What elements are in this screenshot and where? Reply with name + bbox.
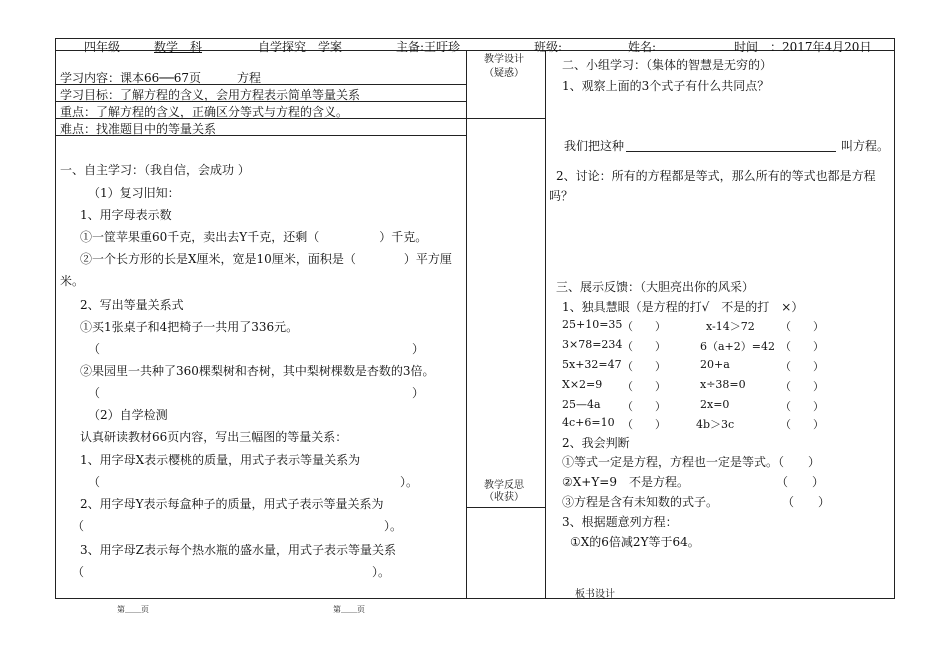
- question-2b: ②果园里一共种了360棵梨树和杏树，其中梨树棵数是杏数的3倍。: [80, 364, 435, 378]
- question-2: 2、写出等量关系式: [80, 298, 184, 312]
- judge-box[interactable]: （ ）: [622, 360, 666, 373]
- header-title: 自学探究 学案: [258, 40, 343, 54]
- question-1b: ②一个长方形的长是X厘米，宽是10厘米，面积是（ ）平方厘: [80, 252, 452, 266]
- judge-box[interactable]: （ ）: [780, 400, 824, 413]
- header-name: 姓名:: [628, 40, 657, 54]
- reflect-title: 教学反思: [484, 480, 524, 491]
- judge-expr: 4c+6=10: [562, 416, 615, 429]
- difficulty: 难点：找准题目中的等量关系: [60, 122, 217, 136]
- equation-def-b: 叫方程。: [841, 139, 890, 153]
- question-1: 1、用字母表示数: [80, 208, 172, 222]
- true-false-1: ①等式一定是方程，方程也一定是等式。（ ）: [562, 455, 821, 469]
- section-2-heading: 二、小组学习：（集体的智慧是无穷的）: [562, 58, 773, 72]
- judge-box[interactable]: （ ）: [622, 380, 666, 393]
- check-3: 3、用字母Z表示每个热水瓶的盛水量，用式子表示等量关系: [80, 543, 396, 557]
- design-subtitle: （疑惑）: [484, 68, 524, 79]
- check-2: 2、用字母Y表示每盒种子的质量，用式子表示等量关系为: [80, 497, 384, 511]
- equation-def-blank[interactable]: [626, 151, 836, 152]
- col-divider-1: [466, 50, 467, 599]
- group-q2: 2、讨论：所有的方程都是等式，那么所有的等式也都是方程: [556, 169, 876, 183]
- judge-box[interactable]: （ ）: [780, 360, 824, 373]
- header-class: 班级:: [534, 40, 563, 54]
- design-title: 教学设计: [484, 54, 524, 65]
- judge-box[interactable]: （ ）: [622, 320, 666, 333]
- col-divider-2: [545, 50, 546, 599]
- group-q1: 1、观察上面的3个式子有什么共同点？: [562, 79, 770, 93]
- equation-def-a: 我们把这种: [564, 139, 625, 153]
- read-instruction: 认真研读教材66页内容，写出三幅图的等量关系：: [80, 430, 348, 444]
- section-1-heading: 一、自主学习：（我自信，会成功 ）: [60, 163, 250, 177]
- study-content: 学习内容：课本66──67页 方程: [60, 71, 261, 85]
- judge-expr: 2x=0: [700, 398, 730, 411]
- header-subject: 数学 科: [154, 40, 203, 54]
- header-grade: 四年级: [84, 40, 121, 54]
- question-1b-tail: 米。: [60, 274, 85, 288]
- judge-expr: 25—4a: [562, 398, 601, 411]
- mid-line-reflect: [466, 507, 545, 508]
- question-2a: ①买1张桌子和4把椅子一共用了336元。: [80, 320, 299, 334]
- question-1a: ①一筐苹果重60千克，卖出去Y千克，还剩（ ）千克。: [80, 230, 428, 244]
- check-2-blank[interactable]: （ ）。: [72, 519, 403, 533]
- review-heading: （1）复习旧知：: [88, 186, 180, 200]
- page-number-right: 第＿＿页: [333, 605, 365, 614]
- study-goal: 学习目标：了解方程的含义，会用方程表示简单等量关系: [60, 88, 361, 102]
- judge-expr: 3×78=234: [562, 338, 623, 351]
- judge-box[interactable]: （ ）: [622, 400, 666, 413]
- judge-box[interactable]: （ ）: [780, 340, 824, 353]
- judge-expr: 6（a+2）=42: [700, 340, 775, 353]
- judge-expr: x-14＞72: [706, 320, 755, 333]
- judge-expr: X×2=9: [562, 378, 603, 391]
- equation-heading: 3、根据题意列方程：: [562, 515, 678, 529]
- board-design: 板书设计: [575, 589, 615, 600]
- header-lead: 主备:王吁珍: [396, 40, 461, 54]
- judge-expr: x÷38=0: [700, 378, 746, 391]
- section-3-heading: 三、展示反馈：（大胆亮出你的风采）: [556, 280, 755, 294]
- equation-q1: ①X的6倍减2Y等于64。: [570, 535, 700, 549]
- judge-expr: 20+a: [700, 358, 730, 371]
- true-false-2-box[interactable]: （ ）: [776, 475, 825, 489]
- check-1: 1、用字母X表示樱桃的质量，用式子表示等量关系为: [80, 453, 361, 467]
- self-check-heading: （2）自学检测: [88, 408, 168, 422]
- judge-2-heading: 2、我会判断: [562, 436, 630, 450]
- judge-box[interactable]: （ ）: [622, 418, 666, 431]
- judge-expr: 25+10=35: [562, 318, 623, 331]
- check-3-blank[interactable]: （ ）。: [72, 565, 391, 579]
- frame-bottom: [55, 598, 895, 599]
- question-2a-blank[interactable]: （ ）: [88, 342, 425, 356]
- true-false-3-box[interactable]: （ ）: [782, 495, 831, 509]
- group-q2-tail: 吗？: [549, 189, 574, 203]
- reflect-subtitle: （收获）: [484, 492, 524, 503]
- mid-line-design: [466, 118, 545, 119]
- check-1-blank[interactable]: （ ）。: [88, 475, 419, 489]
- frame-right: [894, 38, 895, 599]
- true-false-3: ③方程是含有未知数的式子。: [562, 495, 719, 509]
- true-false-2: ②X+Y=9 不是方程。: [562, 475, 689, 489]
- judge-box[interactable]: （ ）: [780, 418, 824, 431]
- frame-left: [55, 38, 56, 599]
- judge-expr: 5x+32=47: [562, 358, 622, 371]
- judge-box[interactable]: （ ）: [622, 340, 666, 353]
- judge-box[interactable]: （ ）: [780, 380, 824, 393]
- judge-expr: 4b＞3c: [696, 418, 735, 431]
- header-date: 时间 ：2017年4月20日: [734, 40, 872, 54]
- page-number-left: 第＿＿页: [117, 605, 149, 614]
- key-point: 重点：了解方程的含义，正确区分等式与方程的含义。: [60, 105, 349, 119]
- judge-box[interactable]: （ ）: [780, 320, 824, 333]
- question-2b-blank[interactable]: （ ）: [88, 386, 425, 400]
- judge-title: 1、独具慧眼（是方程的打√ 不是的打 ×）: [562, 300, 804, 314]
